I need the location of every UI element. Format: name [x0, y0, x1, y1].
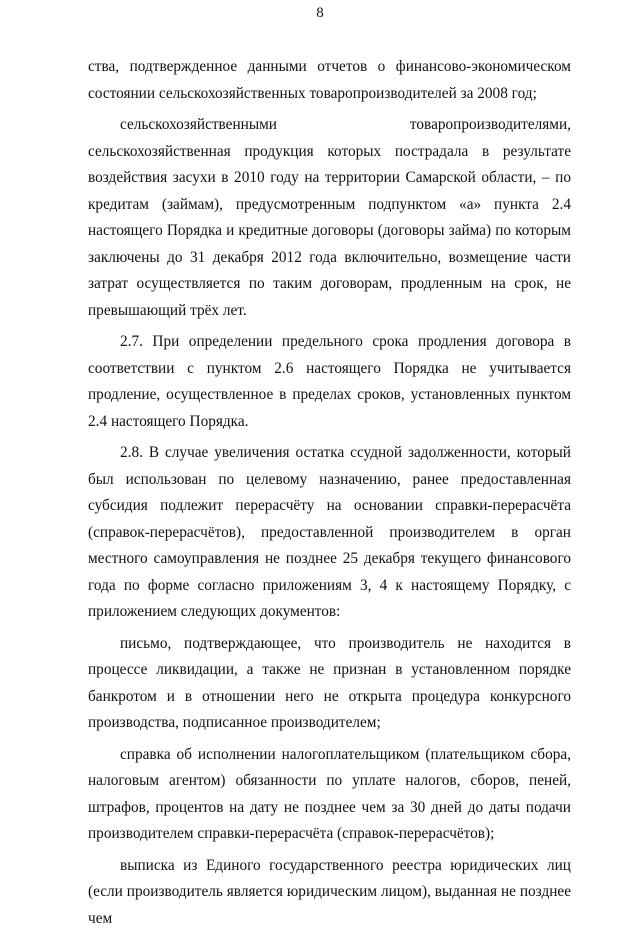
document-body	[88, 54, 571, 932]
paragraph-drought-producers: сельскохозяйственными товаропроизводителями, сельскохозяйственная продукция которых пострадала в результате воздействия засухи в 2010 году на территории Самарской области, – по кредитам (займам), предусмотренным подпунктом «а» пункта 2.4 настоящего Порядка и кредитные договоры (договоры займа) по которым заключены до 31 декабря 2012 года включительно, возмещение части затрат осуществляется по таким договорам, продленным на срок, не превышающий трёх лет.	[88, 112, 571, 324]
paragraph-egrul-extract: выписка из Единого государственного реестра юридических лиц (если производитель является юридическим лицом), выданная не позднее чем	[88, 853, 571, 932]
paragraph-letter-liquidation: письмо, подтверждающее, что производитель не находится в процессе ликвидации, а также не признан в установленном порядке банкротом и в отношении него не открыта процедура конкурсного производства, подписанное производителем;	[88, 631, 571, 737]
paragraph-2-8: 2.8. В случае увеличения остатка ссудной задолженности, который был использован по целевому назначению, ранее предоставленная субсидия подлежит перерасчёту на основании справки-перерасчёта (справок-перерасчётов), предоставленной производителем в орган местного самоуправления не позднее 25 декабря текущего финансового года по форме согласно приложениям 3, 4 к настоящему Порядку, с приложением следующих документов:	[88, 440, 571, 626]
paragraph-tax-certificate: справка об исполнении налогоплательщиком (плательщиком сбора, налоговым агентом) обязанности по уплате налогов, сборов, пеней, штрафов, процентов на дату не позднее чем за 30 дней до даты подачи производителем справки-перерасчёта (справок-перерасчётов);	[88, 742, 571, 848]
paragraph-2-7: 2.7. При определении предельного срока продления договора в соответствии с пунктом 2.6 настоящего Порядка не учитывается продление, осуществленное в пределах сроков, установленных пунктом 2.4 настоящего Порядка.	[88, 329, 571, 435]
paragraph-continuation: ства, подтвержденное данными отчетов о финансово-экономическом состоянии сельскохозяйственных товаропроизводителей за 2008 год;	[88, 54, 571, 107]
page-number: 8	[0, 3, 640, 23]
